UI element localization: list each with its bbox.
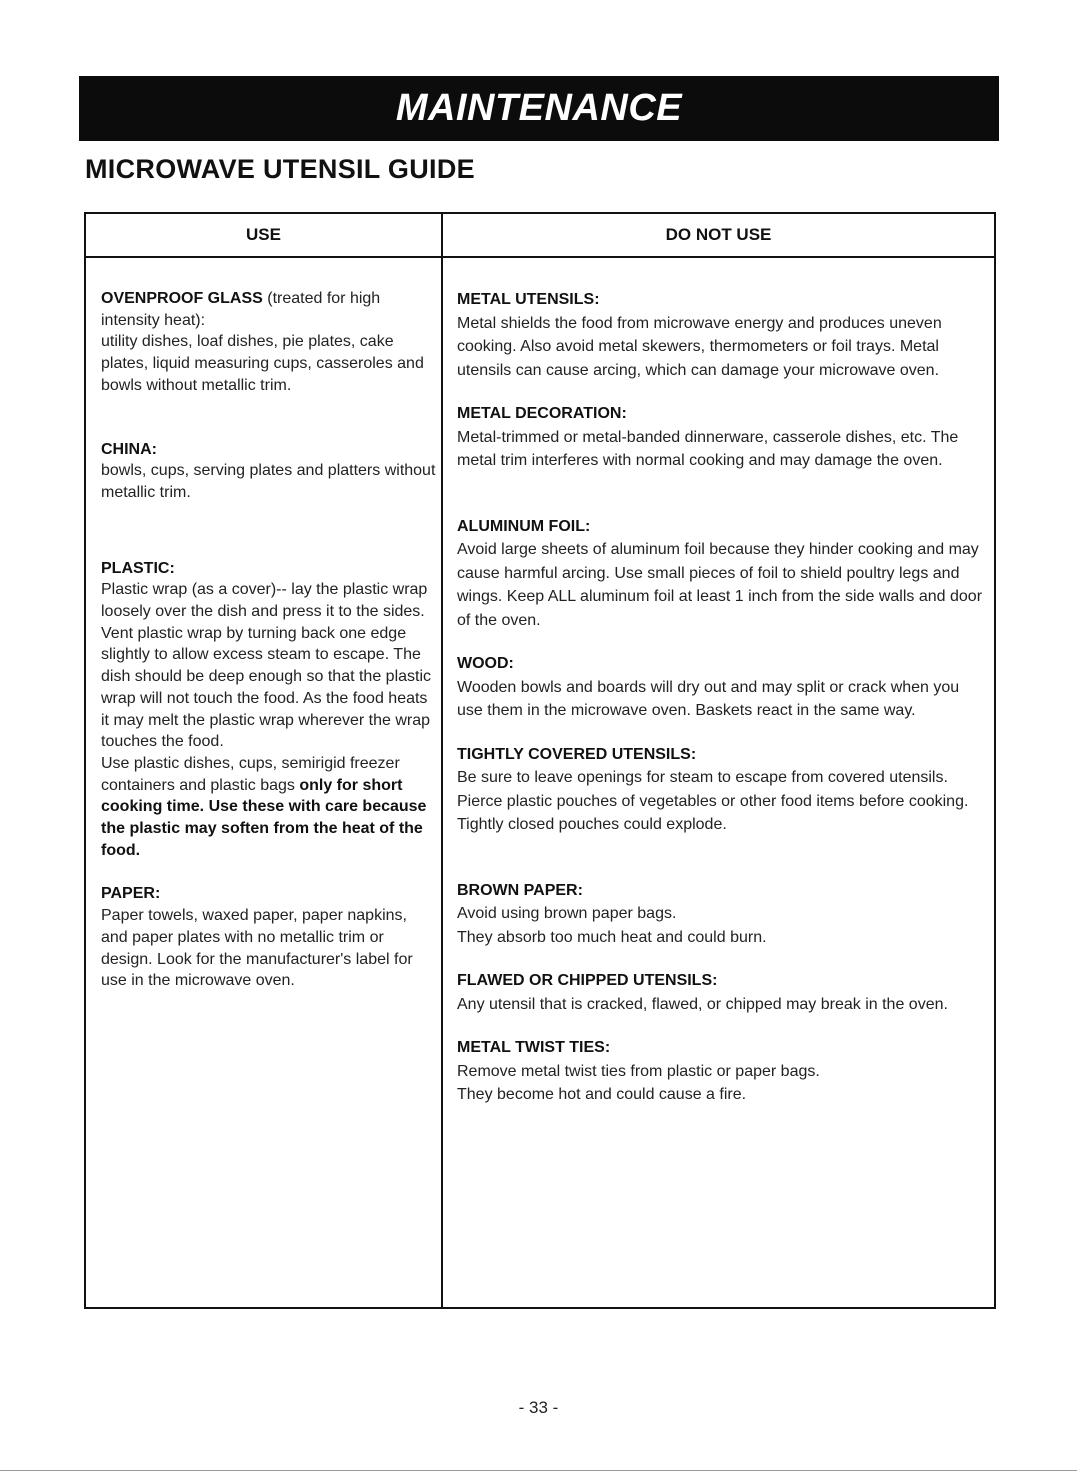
entry-title: OVENPROOF GLASS [101, 290, 263, 307]
entry-flawed-chipped-utensils [457, 969, 987, 1016]
entry-title: CHINA: [101, 440, 157, 458]
maintenance-banner [79, 76, 999, 141]
entry-text: Remove metal twist ties from plastic or paper bags. [457, 1062, 820, 1080]
entry-ovenproof-glass [101, 288, 436, 397]
banner-title: MAINTENANCE [395, 87, 683, 129]
do-not-use-column-heading: DO NOT USE [665, 225, 772, 244]
entry-brown-paper [457, 879, 987, 950]
entry-text: bowls, cups, serving plates and platters without metallic trim. [101, 462, 436, 501]
entry-text: Avoid using brown paper bags. [457, 905, 677, 922]
entry-text-emphasis: only for short cooking time. Use these with care because the plastic may soften from the heat of the food. [101, 776, 427, 859]
entry-china [101, 439, 436, 504]
entry-text-plain: Use plastic dishes, cups, semirigid freezer containers and plastic bags [101, 754, 400, 794]
entry-metal-twist-ties [457, 1036, 987, 1107]
entry-title: METAL DECORATION: [457, 405, 627, 422]
entry-text: Plastic wrap (as a cover)-- lay the plastic wrap loosely over the dish and press it to the sides. [101, 581, 428, 621]
do-not-use-column [457, 288, 987, 1107]
entry-metal-decoration [457, 402, 987, 473]
entry-metal-utensils [457, 288, 987, 382]
entry-title: BROWN PAPER: [457, 881, 583, 899]
entry-text: They become hot and could cause a fire. [457, 1086, 747, 1103]
entry-paper [101, 883, 436, 992]
entry-qualifier: (treated for high intensity heat): [101, 290, 381, 329]
entry-text: Vent plastic wrap by turning back one edge slightly to allow excess steam to escape. The dish should be deep enough so that the plastic wrap will not touch the food. As the food heats it may melt the plastic wrap wherever the wrap touches the food. [101, 624, 432, 751]
entry-text: They absorb too much heat and could burn. [457, 928, 767, 946]
entry-intro [101, 288, 436, 331]
entry-title: PLASTIC: [101, 559, 175, 577]
entry-title: METAL TWIST TIES: [457, 1039, 611, 1056]
use-column-heading: USE [246, 225, 281, 244]
entry-title: METAL UTENSILS: [457, 291, 600, 308]
header-rule [86, 256, 994, 258]
entry-text: Wooden bowls and boards will dry out and may split or crack when you use them in the microwave oven. Baskets react in the same way. [457, 678, 960, 719]
entry-plastic [101, 558, 436, 862]
bottom-rule [0, 1470, 1077, 1471]
entry-text: Metal shields the food from microwave energy and produces uneven cooking. Also avoid metal skewers, thermometers or foil trays. Metal utensils can cause arcing, which can damage your microwave oven. [457, 314, 942, 379]
use-column [101, 288, 436, 992]
entry-title: ALUMINUM FOIL: [457, 517, 591, 535]
entry-text: Metal-trimmed or metal-banded dinnerware, casserole dishes, etc. The metal trim interferes with normal cooking and may damage the oven. [457, 428, 959, 469]
entry-tightly-covered-utensils [457, 743, 987, 837]
entry-title: PAPER: [101, 885, 161, 903]
entry-title: FLAWED OR CHIPPED UTENSILS: [457, 972, 718, 989]
entry-text: Any utensil that is cracked, flawed, or chipped may break in the oven. [457, 995, 948, 1013]
entry-text: Avoid large sheets of aluminum foil because they hinder cooking and may cause harmful arcing. Use small pieces of foil to shield poultry legs and wings. Keep ALL aluminum foil at least 1 inch from the side walls and door of the oven. [457, 541, 983, 629]
entry-title: WOOD: [457, 655, 514, 672]
utensil-guide-table [84, 212, 996, 1309]
column-divider [441, 214, 443, 1307]
entry-text: Be sure to leave openings for steam to escape from covered utensils. Pierce plastic pouches of vegetables or other food items before cooking. Tightly closed pouches could explode. [457, 769, 969, 833]
entry-title: TIGHTLY COVERED UTENSILS: [457, 745, 697, 763]
section-title: MICROWAVE UTENSIL GUIDE [85, 154, 475, 184]
entry-text: utility dishes, loaf dishes, pie plates, cake plates, liquid measuring cups, casseroles and bowls without metallic trim. [101, 333, 424, 394]
entry-aluminum-foil [457, 515, 987, 633]
entry-text [101, 753, 436, 862]
entry-text: Paper towels, waxed paper, paper napkins, and paper plates with no metallic trim or design. Look for the manufacturer's label for use in the microwave oven. [101, 907, 413, 990]
entry-wood [457, 652, 987, 723]
page-number: - 33 - [518, 1398, 559, 1417]
